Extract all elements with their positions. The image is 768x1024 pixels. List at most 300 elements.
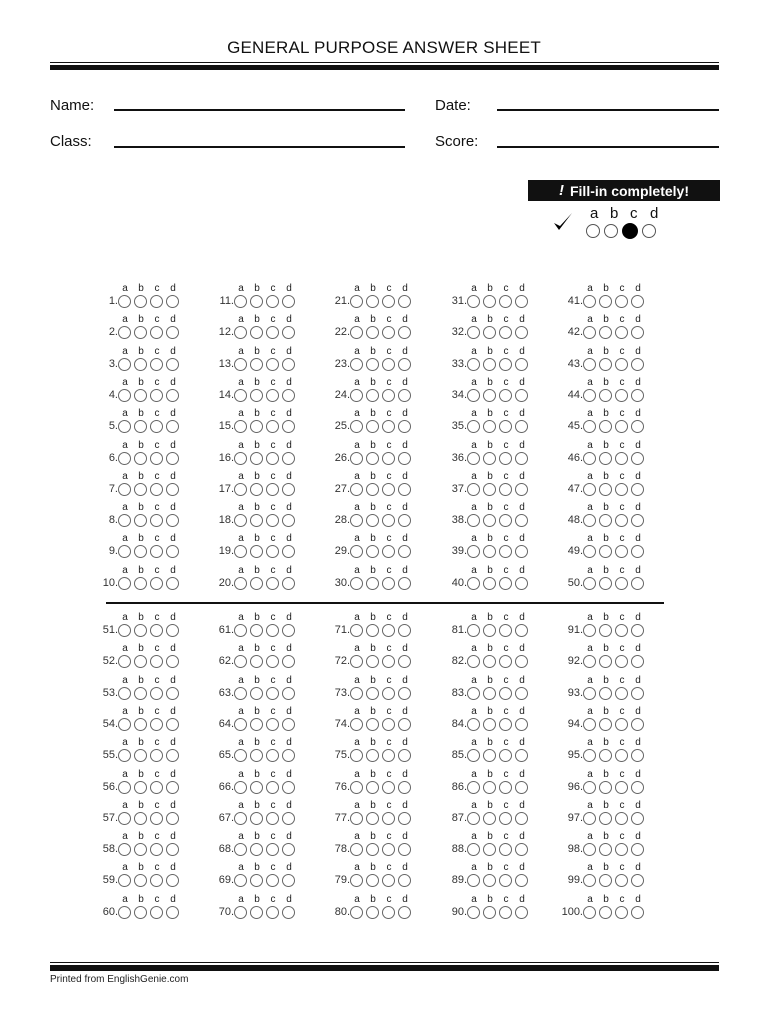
answer-bubble-a[interactable] bbox=[234, 781, 247, 794]
answer-bubble-b[interactable] bbox=[134, 295, 147, 308]
answer-bubble-b[interactable] bbox=[599, 389, 612, 402]
answer-bubble-b[interactable] bbox=[250, 545, 263, 558]
answer-bubble-b[interactable] bbox=[134, 483, 147, 496]
answer-bubble-a[interactable] bbox=[234, 812, 247, 825]
answer-bubble-c[interactable] bbox=[266, 514, 279, 527]
answer-bubble-b[interactable] bbox=[134, 326, 147, 339]
answer-bubble-d[interactable] bbox=[515, 389, 528, 402]
answer-bubble-c[interactable] bbox=[615, 624, 628, 637]
answer-bubble-c[interactable] bbox=[499, 781, 512, 794]
answer-bubble-a[interactable] bbox=[234, 483, 247, 496]
answer-bubble-d[interactable] bbox=[631, 906, 644, 919]
answer-bubble-b[interactable] bbox=[366, 906, 379, 919]
answer-bubble-d[interactable] bbox=[515, 514, 528, 527]
answer-bubble-d[interactable] bbox=[515, 687, 528, 700]
answer-bubble-c[interactable] bbox=[499, 749, 512, 762]
answer-bubble-c[interactable] bbox=[266, 420, 279, 433]
answer-bubble-b[interactable] bbox=[134, 843, 147, 856]
answer-bubble-c[interactable] bbox=[382, 326, 395, 339]
answer-bubble-a[interactable] bbox=[234, 906, 247, 919]
answer-bubble-b[interactable] bbox=[134, 874, 147, 887]
answer-bubble-c[interactable] bbox=[266, 906, 279, 919]
answer-bubble-d[interactable] bbox=[282, 514, 295, 527]
answer-bubble-d[interactable] bbox=[166, 843, 179, 856]
answer-bubble-c[interactable] bbox=[266, 295, 279, 308]
answer-bubble-a[interactable] bbox=[350, 326, 363, 339]
answer-bubble-d[interactable] bbox=[631, 655, 644, 668]
answer-bubble-c[interactable] bbox=[150, 906, 163, 919]
answer-bubble-c[interactable] bbox=[382, 749, 395, 762]
answer-bubble-a[interactable] bbox=[467, 874, 480, 887]
answer-bubble-b[interactable] bbox=[599, 545, 612, 558]
answer-bubble-d[interactable] bbox=[282, 749, 295, 762]
answer-bubble-c[interactable] bbox=[150, 420, 163, 433]
answer-bubble-c[interactable] bbox=[150, 843, 163, 856]
answer-bubble-d[interactable] bbox=[166, 389, 179, 402]
answer-bubble-a[interactable] bbox=[350, 577, 363, 590]
answer-bubble-a[interactable] bbox=[350, 843, 363, 856]
answer-bubble-a[interactable] bbox=[350, 749, 363, 762]
answer-bubble-a[interactable] bbox=[234, 577, 247, 590]
answer-bubble-b[interactable] bbox=[250, 514, 263, 527]
answer-bubble-b[interactable] bbox=[366, 718, 379, 731]
answer-bubble-d[interactable] bbox=[166, 687, 179, 700]
answer-bubble-d[interactable] bbox=[398, 326, 411, 339]
answer-bubble-b[interactable] bbox=[250, 483, 263, 496]
answer-bubble-a[interactable] bbox=[350, 718, 363, 731]
answer-bubble-c[interactable] bbox=[382, 545, 395, 558]
answer-bubble-c[interactable] bbox=[615, 718, 628, 731]
answer-bubble-d[interactable] bbox=[398, 624, 411, 637]
answer-bubble-c[interactable] bbox=[615, 749, 628, 762]
answer-bubble-d[interactable] bbox=[631, 843, 644, 856]
answer-bubble-a[interactable] bbox=[118, 420, 131, 433]
answer-bubble-d[interactable] bbox=[282, 326, 295, 339]
answer-bubble-b[interactable] bbox=[483, 326, 496, 339]
answer-bubble-b[interactable] bbox=[483, 655, 496, 668]
answer-bubble-a[interactable] bbox=[118, 718, 131, 731]
answer-bubble-d[interactable] bbox=[631, 874, 644, 887]
answer-bubble-a[interactable] bbox=[583, 843, 596, 856]
answer-bubble-d[interactable] bbox=[166, 781, 179, 794]
answer-bubble-b[interactable] bbox=[483, 687, 496, 700]
answer-bubble-b[interactable] bbox=[599, 749, 612, 762]
answer-bubble-c[interactable] bbox=[150, 389, 163, 402]
answer-bubble-a[interactable] bbox=[350, 545, 363, 558]
answer-bubble-b[interactable] bbox=[134, 718, 147, 731]
answer-bubble-d[interactable] bbox=[166, 624, 179, 637]
answer-bubble-b[interactable] bbox=[599, 687, 612, 700]
answer-bubble-c[interactable] bbox=[266, 843, 279, 856]
answer-bubble-a[interactable] bbox=[583, 295, 596, 308]
answer-bubble-d[interactable] bbox=[398, 389, 411, 402]
answer-bubble-c[interactable] bbox=[266, 874, 279, 887]
answer-bubble-b[interactable] bbox=[134, 906, 147, 919]
answer-bubble-c[interactable] bbox=[266, 749, 279, 762]
answer-bubble-b[interactable] bbox=[250, 906, 263, 919]
answer-bubble-c[interactable] bbox=[499, 545, 512, 558]
answer-bubble-b[interactable] bbox=[366, 483, 379, 496]
answer-bubble-a[interactable] bbox=[118, 874, 131, 887]
answer-bubble-b[interactable] bbox=[366, 655, 379, 668]
answer-bubble-a[interactable] bbox=[234, 874, 247, 887]
answer-bubble-b[interactable] bbox=[250, 687, 263, 700]
answer-bubble-a[interactable] bbox=[467, 624, 480, 637]
answer-bubble-b[interactable] bbox=[483, 812, 496, 825]
answer-bubble-b[interactable] bbox=[599, 624, 612, 637]
answer-bubble-a[interactable] bbox=[583, 781, 596, 794]
answer-bubble-d[interactable] bbox=[166, 545, 179, 558]
answer-bubble-b[interactable] bbox=[599, 514, 612, 527]
answer-bubble-c[interactable] bbox=[615, 514, 628, 527]
answer-bubble-a[interactable] bbox=[467, 420, 480, 433]
answer-bubble-d[interactable] bbox=[398, 874, 411, 887]
answer-bubble-d[interactable] bbox=[515, 906, 528, 919]
answer-bubble-a[interactable] bbox=[467, 655, 480, 668]
answer-bubble-a[interactable] bbox=[234, 452, 247, 465]
answer-bubble-c[interactable] bbox=[499, 326, 512, 339]
answer-bubble-b[interactable] bbox=[134, 389, 147, 402]
answer-bubble-c[interactable] bbox=[499, 655, 512, 668]
answer-bubble-b[interactable] bbox=[250, 326, 263, 339]
answer-bubble-a[interactable] bbox=[583, 906, 596, 919]
answer-bubble-d[interactable] bbox=[282, 452, 295, 465]
answer-bubble-a[interactable] bbox=[467, 812, 480, 825]
answer-bubble-b[interactable] bbox=[599, 452, 612, 465]
answer-bubble-d[interactable] bbox=[166, 718, 179, 731]
answer-bubble-b[interactable] bbox=[366, 577, 379, 590]
answer-bubble-b[interactable] bbox=[134, 781, 147, 794]
answer-bubble-a[interactable] bbox=[467, 781, 480, 794]
answer-bubble-b[interactable] bbox=[483, 577, 496, 590]
answer-bubble-d[interactable] bbox=[515, 452, 528, 465]
answer-bubble-a[interactable] bbox=[118, 389, 131, 402]
answer-bubble-d[interactable] bbox=[166, 452, 179, 465]
answer-bubble-b[interactable] bbox=[366, 326, 379, 339]
answer-bubble-d[interactable] bbox=[515, 545, 528, 558]
answer-bubble-c[interactable] bbox=[499, 843, 512, 856]
answer-bubble-c[interactable] bbox=[382, 483, 395, 496]
answer-bubble-d[interactable] bbox=[631, 812, 644, 825]
answer-bubble-a[interactable] bbox=[350, 812, 363, 825]
answer-bubble-a[interactable] bbox=[467, 295, 480, 308]
answer-bubble-d[interactable] bbox=[166, 295, 179, 308]
answer-bubble-d[interactable] bbox=[515, 295, 528, 308]
answer-bubble-b[interactable] bbox=[134, 655, 147, 668]
answer-bubble-d[interactable] bbox=[631, 483, 644, 496]
answer-bubble-a[interactable] bbox=[350, 687, 363, 700]
answer-bubble-b[interactable] bbox=[250, 812, 263, 825]
answer-bubble-b[interactable] bbox=[250, 420, 263, 433]
answer-bubble-d[interactable] bbox=[631, 420, 644, 433]
answer-bubble-c[interactable] bbox=[615, 295, 628, 308]
answer-bubble-d[interactable] bbox=[515, 874, 528, 887]
answer-bubble-a[interactable] bbox=[118, 687, 131, 700]
answer-bubble-a[interactable] bbox=[583, 624, 596, 637]
answer-bubble-c[interactable] bbox=[266, 718, 279, 731]
answer-bubble-c[interactable] bbox=[266, 389, 279, 402]
answer-bubble-a[interactable] bbox=[467, 577, 480, 590]
answer-bubble-c[interactable] bbox=[615, 781, 628, 794]
answer-bubble-c[interactable] bbox=[382, 389, 395, 402]
answer-bubble-a[interactable] bbox=[234, 420, 247, 433]
answer-bubble-c[interactable] bbox=[150, 514, 163, 527]
answer-bubble-d[interactable] bbox=[282, 295, 295, 308]
answer-bubble-c[interactable] bbox=[150, 718, 163, 731]
answer-bubble-a[interactable] bbox=[467, 749, 480, 762]
answer-bubble-c[interactable] bbox=[499, 812, 512, 825]
answer-bubble-b[interactable] bbox=[366, 514, 379, 527]
answer-bubble-b[interactable] bbox=[366, 781, 379, 794]
answer-bubble-d[interactable] bbox=[398, 687, 411, 700]
answer-bubble-c[interactable] bbox=[615, 577, 628, 590]
answer-bubble-c[interactable] bbox=[615, 358, 628, 371]
answer-bubble-c[interactable] bbox=[266, 577, 279, 590]
answer-bubble-c[interactable] bbox=[615, 874, 628, 887]
answer-bubble-a[interactable] bbox=[350, 514, 363, 527]
answer-bubble-b[interactable] bbox=[599, 781, 612, 794]
answer-bubble-a[interactable] bbox=[467, 452, 480, 465]
answer-bubble-c[interactable] bbox=[499, 718, 512, 731]
answer-bubble-d[interactable] bbox=[515, 781, 528, 794]
answer-bubble-d[interactable] bbox=[166, 483, 179, 496]
answer-bubble-d[interactable] bbox=[398, 655, 411, 668]
answer-bubble-c[interactable] bbox=[615, 687, 628, 700]
answer-bubble-d[interactable] bbox=[515, 624, 528, 637]
answer-bubble-c[interactable] bbox=[615, 326, 628, 339]
answer-bubble-d[interactable] bbox=[515, 577, 528, 590]
answer-bubble-a[interactable] bbox=[350, 389, 363, 402]
answer-bubble-a[interactable] bbox=[467, 483, 480, 496]
answer-bubble-c[interactable] bbox=[499, 514, 512, 527]
answer-bubble-b[interactable] bbox=[250, 718, 263, 731]
answer-bubble-b[interactable] bbox=[134, 420, 147, 433]
answer-bubble-a[interactable] bbox=[583, 389, 596, 402]
answer-bubble-b[interactable] bbox=[250, 624, 263, 637]
answer-bubble-d[interactable] bbox=[398, 843, 411, 856]
answer-bubble-c[interactable] bbox=[266, 545, 279, 558]
answer-bubble-b[interactable] bbox=[250, 577, 263, 590]
answer-bubble-c[interactable] bbox=[266, 326, 279, 339]
answer-bubble-a[interactable] bbox=[467, 843, 480, 856]
answer-bubble-d[interactable] bbox=[166, 514, 179, 527]
answer-bubble-a[interactable] bbox=[467, 718, 480, 731]
answer-bubble-c[interactable] bbox=[150, 624, 163, 637]
answer-bubble-c[interactable] bbox=[266, 655, 279, 668]
answer-bubble-b[interactable] bbox=[134, 545, 147, 558]
answer-bubble-b[interactable] bbox=[250, 358, 263, 371]
answer-bubble-d[interactable] bbox=[282, 843, 295, 856]
answer-bubble-c[interactable] bbox=[382, 874, 395, 887]
answer-bubble-b[interactable] bbox=[250, 781, 263, 794]
answer-bubble-c[interactable] bbox=[499, 389, 512, 402]
answer-bubble-d[interactable] bbox=[398, 483, 411, 496]
answer-bubble-c[interactable] bbox=[615, 655, 628, 668]
answer-bubble-a[interactable] bbox=[583, 874, 596, 887]
answer-bubble-d[interactable] bbox=[398, 358, 411, 371]
answer-bubble-b[interactable] bbox=[599, 326, 612, 339]
answer-bubble-c[interactable] bbox=[382, 843, 395, 856]
answer-bubble-c[interactable] bbox=[499, 906, 512, 919]
answer-bubble-b[interactable] bbox=[366, 295, 379, 308]
answer-bubble-c[interactable] bbox=[150, 812, 163, 825]
answer-bubble-d[interactable] bbox=[631, 749, 644, 762]
answer-bubble-d[interactable] bbox=[515, 655, 528, 668]
answer-bubble-b[interactable] bbox=[483, 358, 496, 371]
answer-bubble-d[interactable] bbox=[398, 906, 411, 919]
answer-bubble-d[interactable] bbox=[631, 545, 644, 558]
answer-bubble-a[interactable] bbox=[583, 420, 596, 433]
answer-bubble-d[interactable] bbox=[166, 749, 179, 762]
answer-bubble-d[interactable] bbox=[398, 812, 411, 825]
answer-bubble-d[interactable] bbox=[166, 906, 179, 919]
answer-bubble-a[interactable] bbox=[350, 624, 363, 637]
answer-bubble-d[interactable] bbox=[631, 389, 644, 402]
answer-bubble-a[interactable] bbox=[234, 389, 247, 402]
answer-bubble-c[interactable] bbox=[150, 326, 163, 339]
answer-bubble-c[interactable] bbox=[382, 358, 395, 371]
answer-bubble-a[interactable] bbox=[234, 718, 247, 731]
answer-bubble-a[interactable] bbox=[234, 358, 247, 371]
answer-bubble-a[interactable] bbox=[234, 749, 247, 762]
answer-bubble-c[interactable] bbox=[266, 483, 279, 496]
answer-bubble-b[interactable] bbox=[483, 843, 496, 856]
answer-bubble-b[interactable] bbox=[483, 483, 496, 496]
answer-bubble-a[interactable] bbox=[350, 295, 363, 308]
answer-bubble-a[interactable] bbox=[467, 545, 480, 558]
answer-bubble-d[interactable] bbox=[398, 749, 411, 762]
answer-bubble-b[interactable] bbox=[599, 655, 612, 668]
answer-bubble-c[interactable] bbox=[499, 687, 512, 700]
answer-bubble-d[interactable] bbox=[398, 577, 411, 590]
answer-bubble-a[interactable] bbox=[583, 749, 596, 762]
answer-bubble-a[interactable] bbox=[118, 483, 131, 496]
answer-bubble-c[interactable] bbox=[382, 577, 395, 590]
answer-bubble-c[interactable] bbox=[499, 295, 512, 308]
answer-bubble-c[interactable] bbox=[150, 749, 163, 762]
answer-bubble-a[interactable] bbox=[583, 687, 596, 700]
answer-bubble-c[interactable] bbox=[615, 812, 628, 825]
answer-bubble-a[interactable] bbox=[583, 514, 596, 527]
answer-bubble-c[interactable] bbox=[382, 655, 395, 668]
answer-bubble-c[interactable] bbox=[382, 906, 395, 919]
answer-bubble-d[interactable] bbox=[631, 514, 644, 527]
answer-bubble-a[interactable] bbox=[118, 906, 131, 919]
answer-bubble-a[interactable] bbox=[234, 545, 247, 558]
answer-bubble-b[interactable] bbox=[134, 624, 147, 637]
answer-bubble-a[interactable] bbox=[118, 545, 131, 558]
answer-bubble-d[interactable] bbox=[282, 687, 295, 700]
answer-bubble-d[interactable] bbox=[398, 545, 411, 558]
answer-bubble-d[interactable] bbox=[631, 718, 644, 731]
answer-bubble-d[interactable] bbox=[398, 514, 411, 527]
answer-bubble-a[interactable] bbox=[583, 545, 596, 558]
answer-bubble-d[interactable] bbox=[515, 326, 528, 339]
answer-bubble-c[interactable] bbox=[266, 452, 279, 465]
answer-bubble-a[interactable] bbox=[467, 389, 480, 402]
answer-bubble-b[interactable] bbox=[366, 874, 379, 887]
answer-bubble-a[interactable] bbox=[234, 687, 247, 700]
answer-bubble-b[interactable] bbox=[134, 452, 147, 465]
answer-bubble-d[interactable] bbox=[631, 452, 644, 465]
answer-bubble-a[interactable] bbox=[118, 295, 131, 308]
answer-bubble-b[interactable] bbox=[599, 812, 612, 825]
answer-bubble-b[interactable] bbox=[250, 843, 263, 856]
answer-bubble-c[interactable] bbox=[499, 452, 512, 465]
answer-bubble-b[interactable] bbox=[483, 389, 496, 402]
answer-bubble-a[interactable] bbox=[350, 358, 363, 371]
answer-bubble-a[interactable] bbox=[118, 624, 131, 637]
answer-bubble-a[interactable] bbox=[118, 749, 131, 762]
answer-bubble-c[interactable] bbox=[499, 577, 512, 590]
answer-bubble-b[interactable] bbox=[483, 420, 496, 433]
answer-bubble-b[interactable] bbox=[250, 389, 263, 402]
answer-bubble-b[interactable] bbox=[134, 749, 147, 762]
answer-bubble-b[interactable] bbox=[599, 874, 612, 887]
answer-bubble-a[interactable] bbox=[234, 295, 247, 308]
answer-bubble-d[interactable] bbox=[631, 577, 644, 590]
answer-bubble-c[interactable] bbox=[615, 420, 628, 433]
answer-bubble-a[interactable] bbox=[583, 655, 596, 668]
answer-bubble-c[interactable] bbox=[382, 295, 395, 308]
answer-bubble-d[interactable] bbox=[515, 483, 528, 496]
answer-bubble-c[interactable] bbox=[266, 358, 279, 371]
answer-bubble-c[interactable] bbox=[615, 843, 628, 856]
answer-bubble-c[interactable] bbox=[382, 624, 395, 637]
answer-bubble-c[interactable] bbox=[615, 389, 628, 402]
answer-bubble-a[interactable] bbox=[118, 812, 131, 825]
answer-bubble-d[interactable] bbox=[282, 812, 295, 825]
answer-bubble-d[interactable] bbox=[631, 687, 644, 700]
answer-bubble-b[interactable] bbox=[599, 906, 612, 919]
answer-bubble-c[interactable] bbox=[499, 420, 512, 433]
answer-bubble-d[interactable] bbox=[631, 781, 644, 794]
answer-bubble-a[interactable] bbox=[467, 326, 480, 339]
answer-bubble-d[interactable] bbox=[398, 781, 411, 794]
answer-bubble-c[interactable] bbox=[150, 687, 163, 700]
answer-bubble-c[interactable] bbox=[266, 687, 279, 700]
answer-bubble-b[interactable] bbox=[483, 906, 496, 919]
answer-bubble-a[interactable] bbox=[118, 452, 131, 465]
answer-bubble-d[interactable] bbox=[631, 326, 644, 339]
answer-bubble-a[interactable] bbox=[234, 326, 247, 339]
answer-bubble-c[interactable] bbox=[150, 655, 163, 668]
answer-bubble-c[interactable] bbox=[150, 295, 163, 308]
answer-bubble-c[interactable] bbox=[499, 624, 512, 637]
answer-bubble-a[interactable] bbox=[118, 577, 131, 590]
answer-bubble-b[interactable] bbox=[134, 358, 147, 371]
answer-bubble-c[interactable] bbox=[615, 452, 628, 465]
answer-bubble-d[interactable] bbox=[631, 624, 644, 637]
answer-bubble-d[interactable] bbox=[282, 545, 295, 558]
answer-bubble-a[interactable] bbox=[583, 577, 596, 590]
answer-bubble-d[interactable] bbox=[631, 358, 644, 371]
answer-bubble-d[interactable] bbox=[515, 358, 528, 371]
answer-bubble-b[interactable] bbox=[250, 655, 263, 668]
answer-bubble-d[interactable] bbox=[515, 718, 528, 731]
answer-bubble-d[interactable] bbox=[515, 843, 528, 856]
answer-bubble-d[interactable] bbox=[282, 358, 295, 371]
answer-bubble-d[interactable] bbox=[166, 358, 179, 371]
answer-bubble-b[interactable] bbox=[599, 420, 612, 433]
answer-bubble-a[interactable] bbox=[350, 906, 363, 919]
answer-bubble-a[interactable] bbox=[467, 514, 480, 527]
answer-bubble-d[interactable] bbox=[398, 295, 411, 308]
answer-bubble-b[interactable] bbox=[483, 781, 496, 794]
answer-bubble-d[interactable] bbox=[166, 577, 179, 590]
answer-bubble-c[interactable] bbox=[382, 452, 395, 465]
answer-bubble-b[interactable] bbox=[366, 624, 379, 637]
